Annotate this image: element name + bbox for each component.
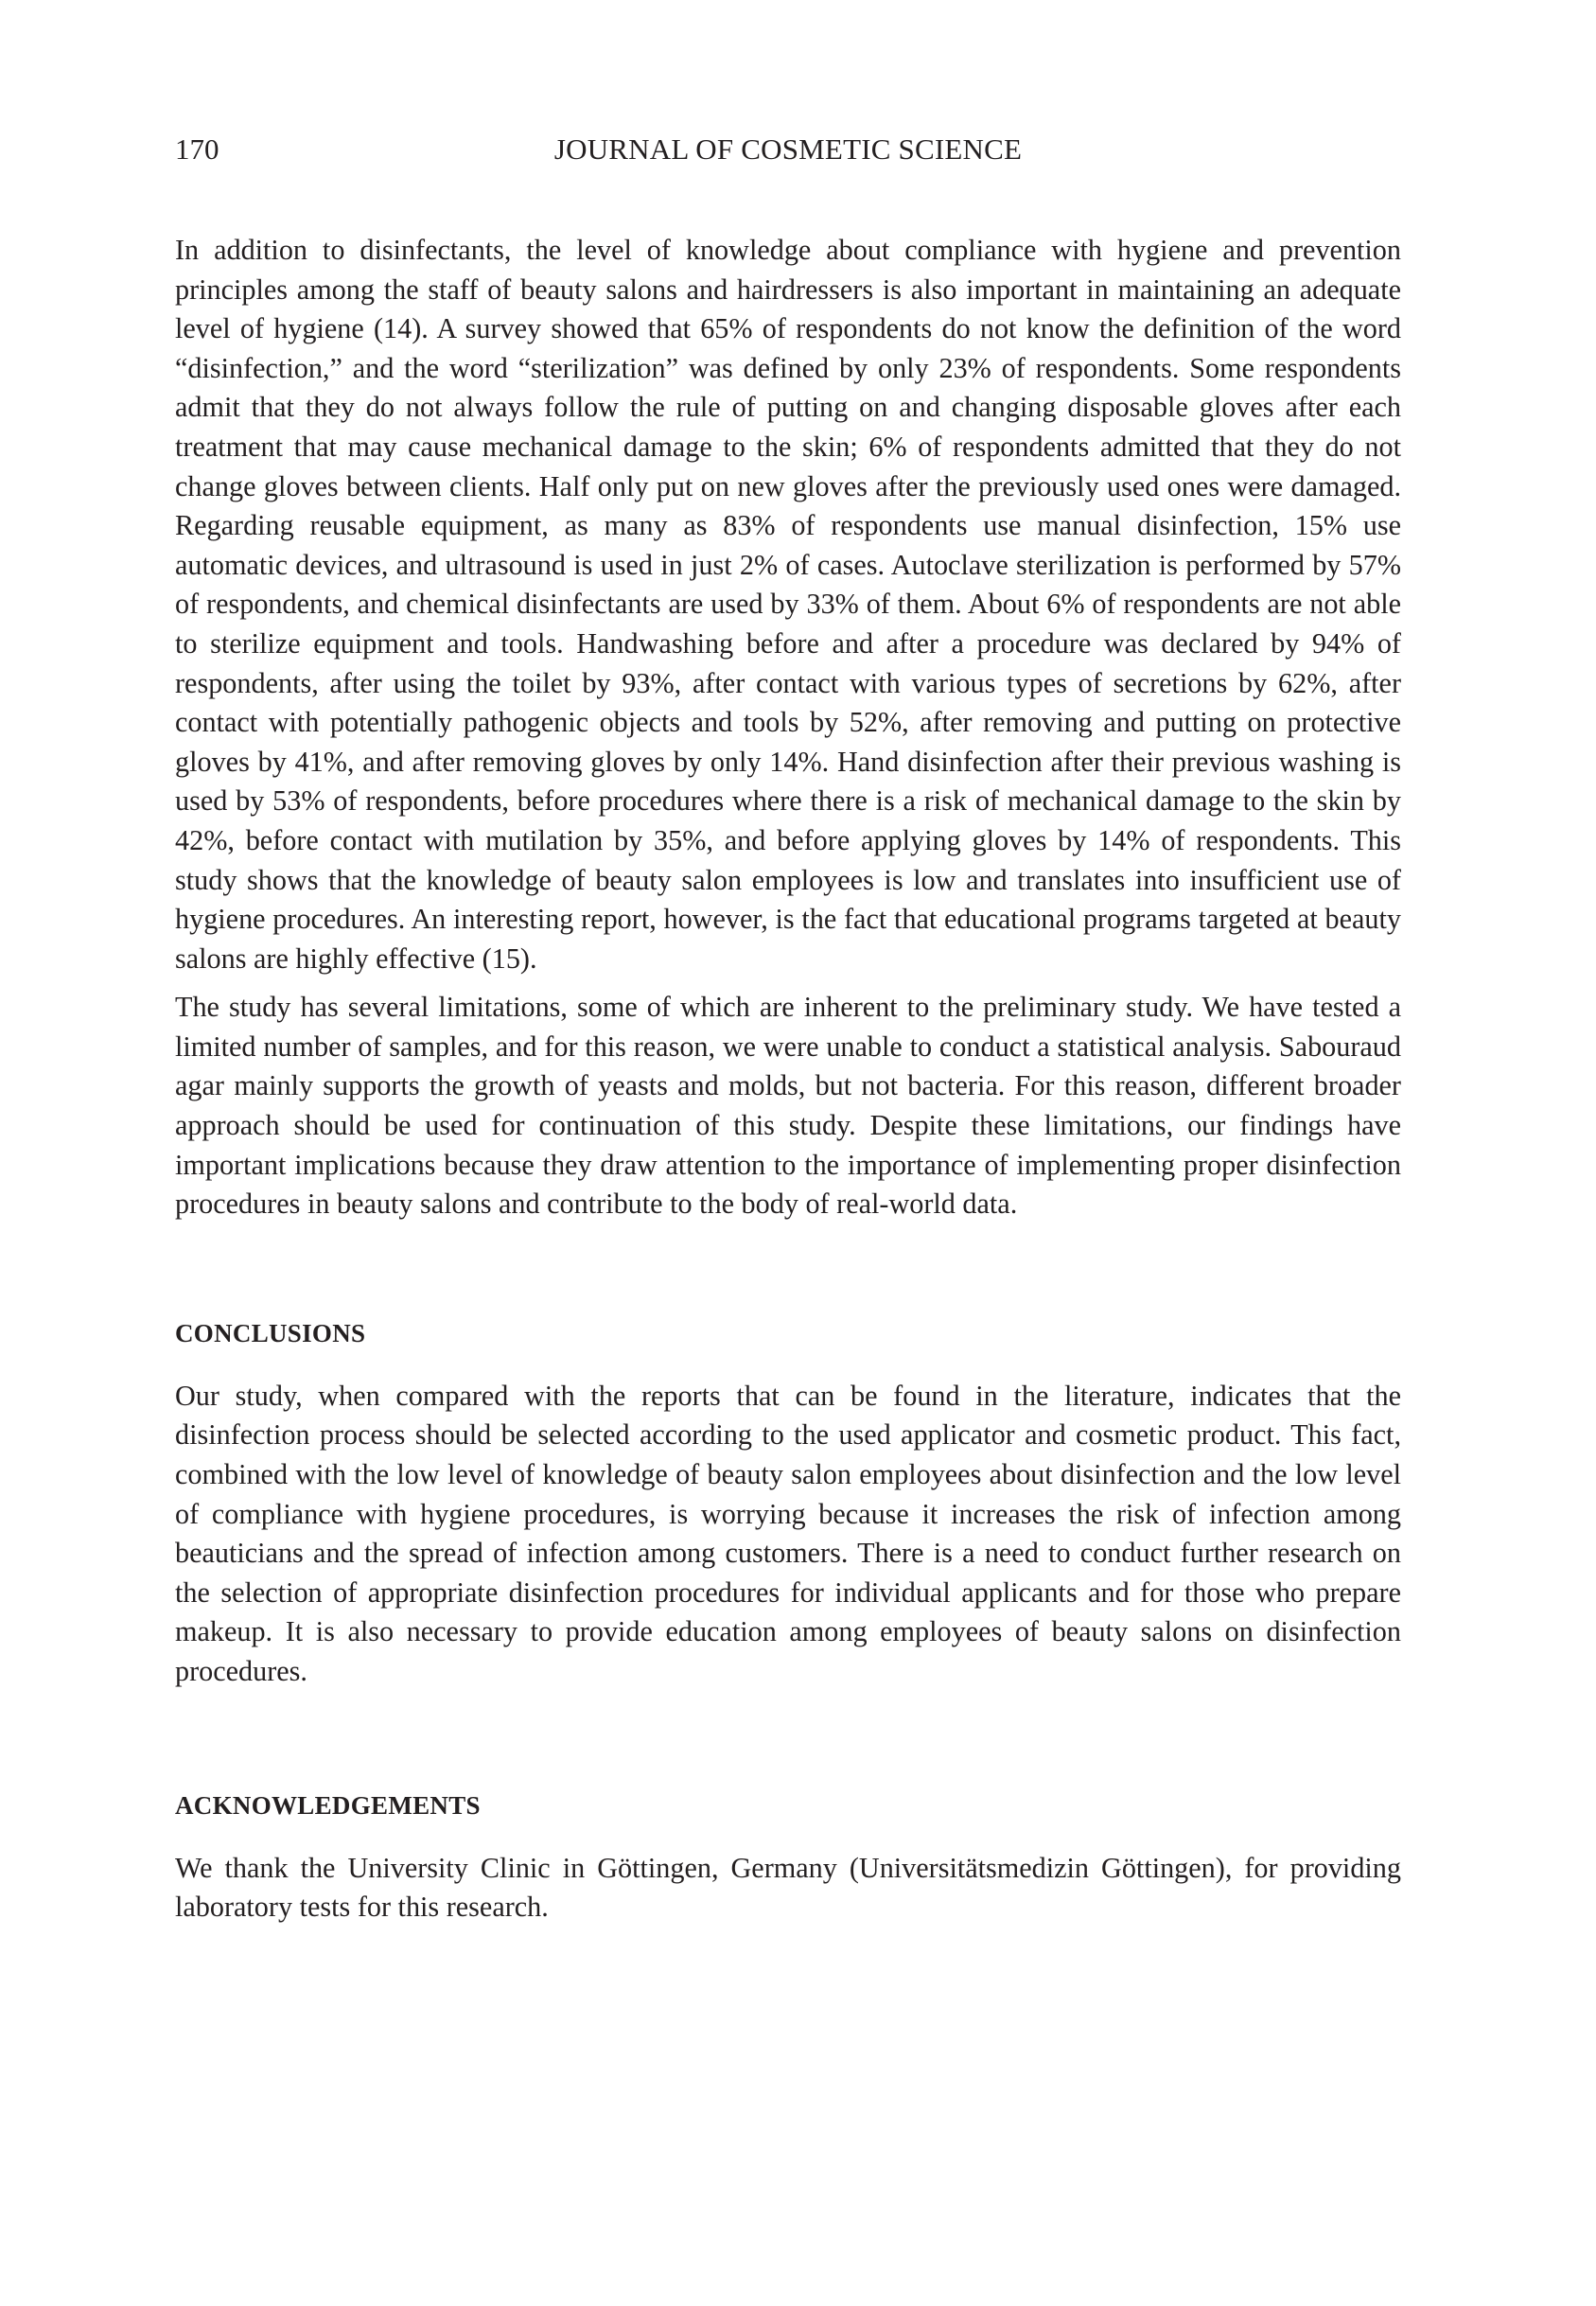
conclusions-paragraph: Our study, when compared with the reports that can be found in the literature, indicates that the disinfection process should be selected according to the used applicator and cosmetic product. This fact, combined with the low level of knowledge of beauty salon employees about disinfection and the low level of compliance with hygiene procedures, is worrying because it increases the risk of infection among beauticians and the spread of infection among customers. There is a need to conduct further research on the selection of appropriate disinfection procedures for individual applicants and for those who prepare makeup. It is also necessary to provide education among employees of beauty salons on disinfection procedures. — [175, 1379, 1401, 1687]
page-content — [175, 231, 1401, 1928]
running-head — [175, 131, 1401, 168]
discussion-paragraph-limitations: The study has several limitations, some of which are inherent to the preliminary study. We have tested a limited number of samples, and for this reason, we were unable to conduct a statistical analysis. Sabouraud agar mainly supports the growth of yeasts and molds, but not bacteria. For this reason, different broader approach should be used for continuation of this study. Despite these limitations, our findings have important implications because they draw attention to the importance of implementing proper disinfection procedures in beauty salons and contribute to the body of real-world data. — [175, 991, 1401, 1221]
conclusions-heading: CONCLUSIONS — [175, 1318, 366, 1347]
discussion-section — [175, 231, 1401, 1224]
acknowledgements-section — [175, 1787, 1401, 1928]
conclusions-section — [175, 1314, 1401, 1692]
acknowledgements-heading: ACKNOWLEDGEMENTS — [175, 1790, 481, 1820]
page-number: 170 — [175, 132, 219, 166]
journal-title: JOURNAL OF COSMETIC SCIENCE — [553, 132, 1023, 166]
acknowledgements-paragraph: We thank the University Clinic in Göttingen, Germany (Universitätsmedizin Göttingen), for providing laboratory tests for this research. — [175, 1851, 1401, 1924]
discussion-paragraph-hygiene-knowledge: In addition to disinfectants, the level of knowledge about compliance with hygiene and prevention principles among the staff of beauty salons and hairdressers is also important in maintaining an adequate level of hygiene (14). A survey showed that 65% of respondents do not know the definition of the word “disinfection,” and the word “sterilization” was defined by only 23% of respondents. Some respondents admit that they do not always follow the rule of putting on and changing disposable gloves after each treatment that may cause mechanical damage to the skin; 6% of respondents admitted that they do not change gloves between clients. Half only put on new gloves after the previously used ones were damaged. Regarding reusable equipment, as many as 83% of respondents use manual disinfection, 15% use automatic devices, and ultrasound is used in just 2% of cases. Autoclave sterilization is performed by 57% of respondents, and chemical disinfectants are used by 33% of them. About 6% of respondents are not able to sterilize equipment and tools. Handwashing before and after a procedure was declared by 94% of respondents, after using the toilet by 93%, after contact with various types of secretions by 62%, after contact with potentially pathogenic objects and tools by 52%, after removing and putting on protective gloves by 41%, and after removing gloves by only 14%. Hand disinfection after their previous washing is used by 53% of respondents, before procedures where there is a risk of mechanical damage to the skin by 42%, before contact with mutilation by 35%, and before applying gloves by 14% of respondents. This study shows that the knowledge of beauty salon employees is low and translates into insufficient use of hygiene procedures. An interesting report, however, is the fact that educational programs targeted at beauty salons are highly effective (15). — [175, 234, 1401, 975]
